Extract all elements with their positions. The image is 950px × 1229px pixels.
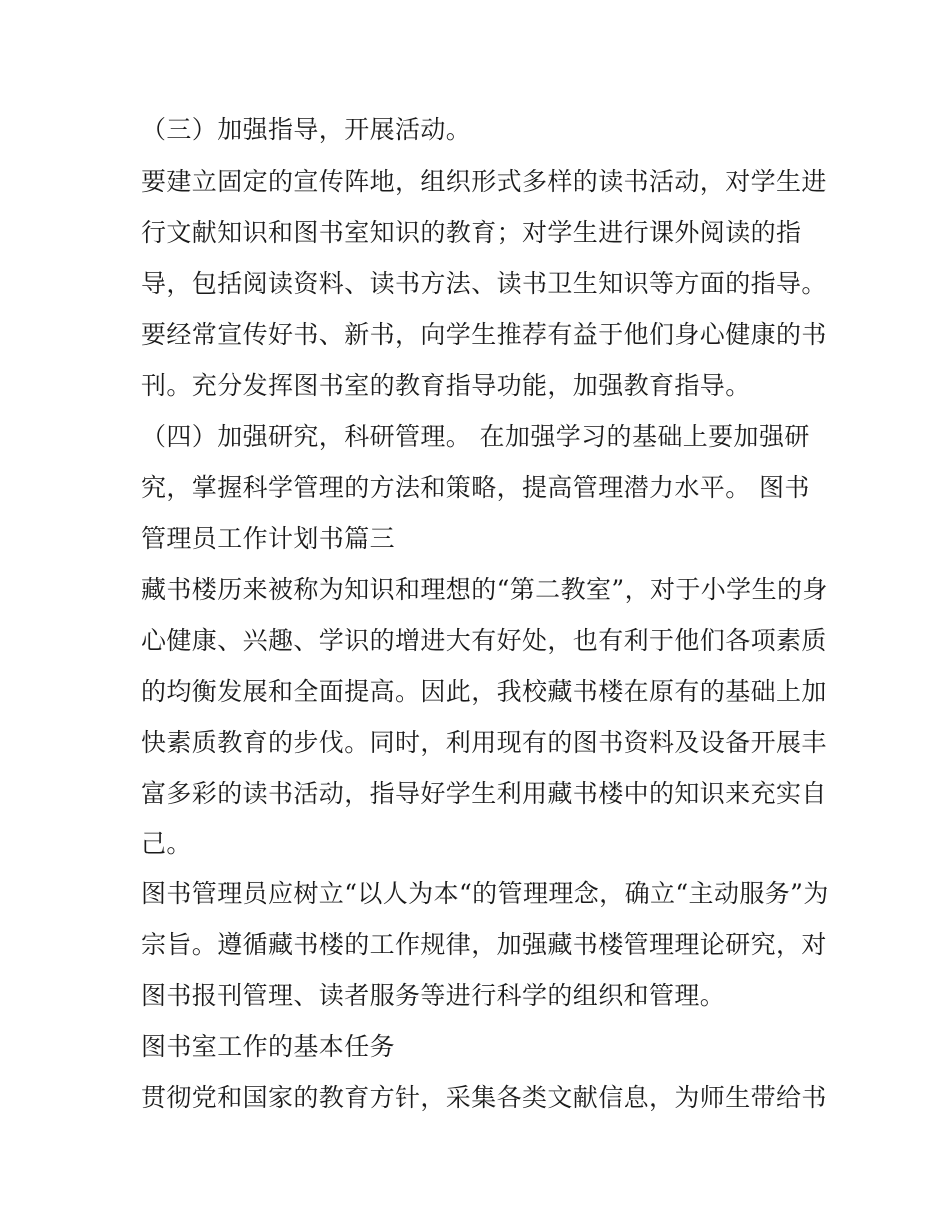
text-line: 心健康、兴趣、学识的增进大有好处，也有利于他们各项素质 bbox=[141, 626, 827, 655]
text-line: 究，掌握科学管理的方法和策略，提高管理潜力水平。 图书 bbox=[141, 473, 810, 502]
text-line: 图书管理员应树立“以人为本“的管理理念，确立“主动服务”为 bbox=[141, 879, 829, 908]
text-line: 富多彩的读书活动，指导好学生利用藏书楼中的知识来充实自 bbox=[141, 779, 827, 808]
text-line: 行文献知识和图书室知识的教育；对学生进行课外阅读的指 bbox=[141, 218, 802, 247]
text-line: 快素质教育的步伐。同时，利用现有的图书资料及设备开展丰 bbox=[141, 728, 827, 757]
text-line: 藏书楼历来被称为知识和理想的“第二教室”，对于小学生的身 bbox=[141, 575, 828, 604]
text-line: 导，包括阅读资料、读书方法、读书卫生知识等方面的指导。 bbox=[141, 269, 827, 298]
text-line: 要建立固定的宣传阵地，组织形式多样的读书活动，对学生进 bbox=[141, 167, 827, 196]
section-heading-3: （三）加强指导，开展活动。 bbox=[141, 115, 472, 144]
text-line: 刊。充分发挥图书室的教育指导功能，加强教育指导。 bbox=[141, 371, 751, 400]
section-heading-4: （四）加强研究，科研管理。 在加强学习的基础上要加强研 bbox=[141, 422, 810, 451]
text-line: 宗旨。遵循藏书楼的工作规律，加强藏书楼管理理论研究，对 bbox=[141, 930, 827, 959]
text-line: 己。 bbox=[141, 829, 192, 858]
text-line: 贯彻党和国家的教育方针，采集各类文献信息，为师生带给书 bbox=[141, 1083, 827, 1112]
chapter-title: 管理员工作计划书篇三 bbox=[141, 524, 396, 553]
text-line: 要经常宣传好书、新书，向学生推荐有益于他们身心健康的书 bbox=[141, 320, 827, 349]
text-line: 的均衡发展和全面提高。因此，我校藏书楼在原有的基础上加 bbox=[141, 677, 827, 706]
text-line: 图书报刊管理、读者服务等进行科学的组织和管理。 bbox=[141, 981, 726, 1010]
section-heading: 图书室工作的基本任务 bbox=[141, 1032, 396, 1061]
